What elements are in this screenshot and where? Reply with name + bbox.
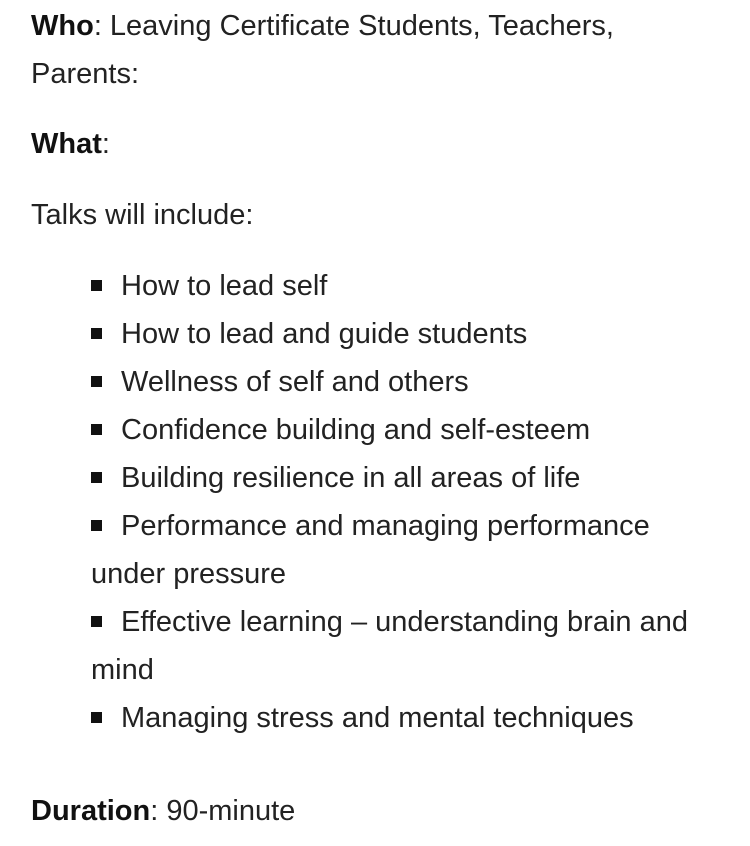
list-item-text: Managing stress and mental techniques [121, 702, 634, 734]
list-item-text: How to lead and guide students [121, 318, 528, 350]
who-line-continued [31, 50, 139, 98]
who-text: : Leaving Certificate Students, Teachers, [93, 10, 614, 42]
square-bullet-icon [91, 472, 102, 483]
list-item [91, 358, 721, 406]
who-line [31, 2, 614, 50]
what-line [31, 120, 110, 168]
list-item [91, 694, 721, 742]
list-item [91, 310, 721, 358]
list-item-text: Confidence building and self-esteem [121, 414, 591, 446]
list-item [91, 454, 721, 502]
square-bullet-icon [91, 376, 102, 387]
list-item-text: Effective learning – understanding brain and mind [91, 606, 688, 686]
what-text: : [101, 128, 110, 160]
square-bullet-icon [91, 328, 102, 339]
square-bullet-icon [91, 520, 102, 531]
square-bullet-icon [91, 280, 102, 291]
talks-list [91, 262, 721, 742]
who-text-continued: Parents: [31, 58, 139, 90]
who-label: Who [31, 10, 94, 42]
talks-intro: Talks will include: [31, 199, 254, 231]
square-bullet-icon [91, 616, 102, 627]
duration-text: : 90-minute [150, 795, 296, 827]
list-item-text: Wellness of self and others [121, 366, 469, 398]
list-item [91, 502, 721, 598]
list-item [91, 406, 721, 454]
square-bullet-icon [91, 424, 102, 435]
list-item-text: Building resilience in all areas of life [121, 462, 581, 494]
list-item-text: How to lead self [121, 270, 328, 302]
list-item [91, 598, 721, 694]
duration-label: Duration [31, 795, 151, 827]
list-item-text: Performance and managing performance under pressure [91, 510, 650, 590]
what-label: What [31, 128, 102, 160]
square-bullet-icon [91, 712, 102, 723]
list-item [91, 262, 721, 310]
duration-line [31, 787, 295, 835]
